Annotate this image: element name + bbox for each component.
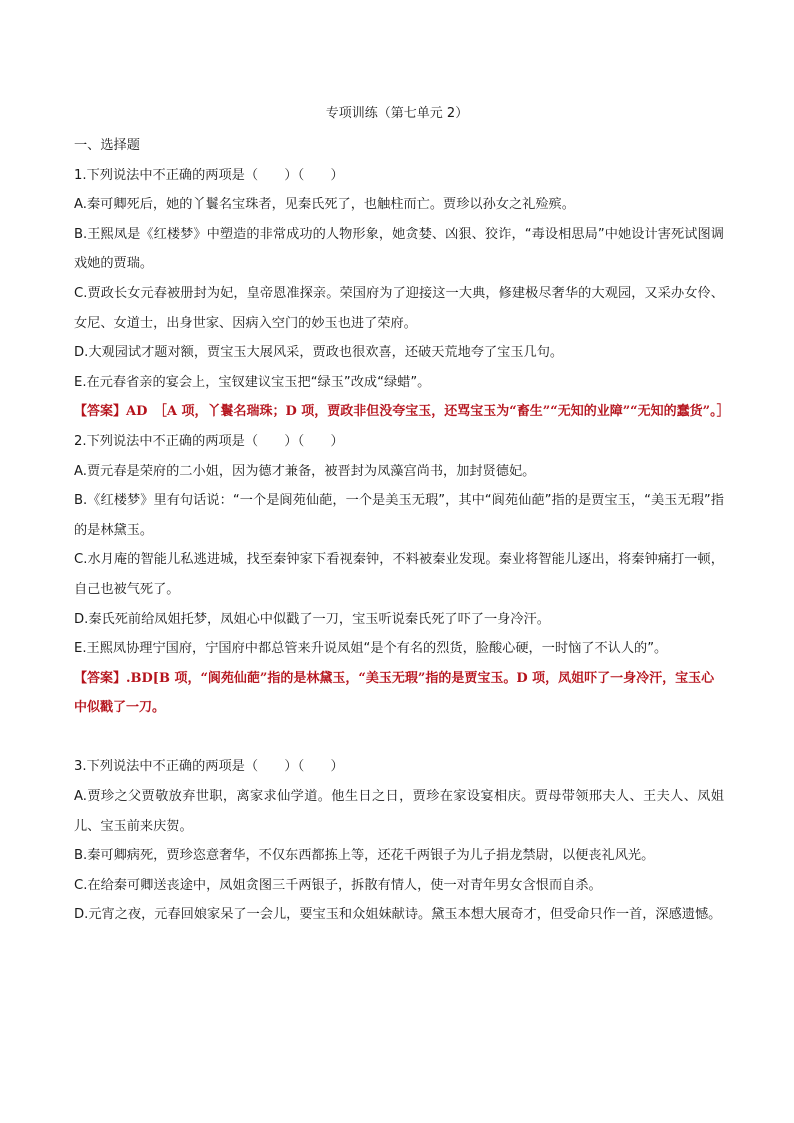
option-a: A.贾元春是荣府的二小姐，因为德才兼备，被晋封为凤藻宫尚书，加封贤德妃。 <box>74 463 536 479</box>
question-stem: 2.下列说法中不正确的两项是（ ）（ ） <box>74 433 344 449</box>
option-e: E.王熙凤协理宁国府，宁国府中都总管来升说凤姐“是个有名的烈货，脸酸心硬，一时恼了不认人的”。 <box>74 641 668 657</box>
blank-spacer <box>74 723 724 753</box>
option-e: E.在元春省亲的宴会上，宝钗建议宝玉把“绿玉”改成“绿蜡”。 <box>74 374 431 390</box>
page-title: 专项训练（第七单元 2） <box>325 106 469 121</box>
option-d: D.秦氏死前给凤姐托梦，凤姐心中似戳了一刀，宝玉听说秦氏死了吓了一身冷汗。 <box>74 611 550 627</box>
document-body <box>74 131 730 930</box>
option-b: B.王熙凤是《红楼梦》中塑造的非常成功的人物形象，她贪婪、凶狠、狡诈，“毒设相思局”中她设计害死试图调戏她的贾瑞。 <box>74 226 724 272</box>
answer-explanation: 【答案】AD ［A 项，丫鬟名瑞珠；D 项，贾政非但没夸宝玉，还骂宝玉为“畜生”“无知的业障”“无知的蠢货”。］ <box>74 404 730 420</box>
option-c: C.在给秦可卿送丧途中，凤姐贪图三千两银子，拆散有情人，使一对青年男女含恨而自杀。 <box>74 877 602 893</box>
question-3 <box>74 752 724 930</box>
question-2 <box>74 427 724 723</box>
question-1 <box>74 161 730 427</box>
answer-explanation: 【答案】.BD[B 项，“阆苑仙葩”指的是林黛玉，“美玉无瑕”指的是贾宝玉。D 项，凤姐吓了一身冷汗，宝玉心中似戳了一刀。 <box>74 670 715 716</box>
section-heading: 一、选择题 <box>74 138 140 153</box>
option-c: C.水月庵的智能儿私逃进城，找至秦钟家下看视秦钟，不料被秦业发现。秦业将智能儿逐出，将秦钟痛打一顿，自己也被气死了。 <box>74 552 724 597</box>
option-d: D.大观园试才题对额，贾宝玉大展风采，贾政也很欢喜，还破天荒地夸了宝玉几句。 <box>74 345 564 361</box>
question-stem: 3.下列说法中不正确的两项是（ ）（ ） <box>74 759 344 775</box>
option-a: A.秦可卿死后，她的丫鬟名宝珠者，见秦氏死了，也触柱而亡。贾珍以孙女之礼殓殡。 <box>74 197 575 213</box>
option-b: B.《红楼梦》里有句话说：“一个是阆苑仙葩，一个是美玉无瑕”，其中“阆苑仙葩”指的是贾宝玉，“美玉无瑕”指的是林黛玉。 <box>74 493 724 538</box>
question-stem: 1.下列说法中不正确的两项是（ ）（ ） <box>74 167 344 183</box>
option-a: A.贾珍之父贾敬放弃世职，离家求仙学道。他生日之日，贾珍在家设宴相庆。贾母带领邢夫人、王夫人、凤姐儿、宝玉前来庆贺。 <box>74 789 724 834</box>
option-c: C.贾政长女元春被册封为妃，皇帝恩准探亲。荣国府为了迎接这一大典，修建极尽奢华的大观园，又采办女伶、女尼、女道士，出身世家、因病入空门的妙玉也进了荣府。 <box>74 285 724 331</box>
option-b: B.秦可卿病死，贾珍恣意奢华，不仅东西都拣上等，还花千两银子为儿子捐龙禁尉，以便丧礼风光。 <box>74 848 655 864</box>
option-d: D.元宵之夜，元春回娘家呆了一会儿，要宝玉和众姐妹献诗。黛玉本想大展奇才，但受命只作一首，深感遗憾。 <box>74 907 722 923</box>
